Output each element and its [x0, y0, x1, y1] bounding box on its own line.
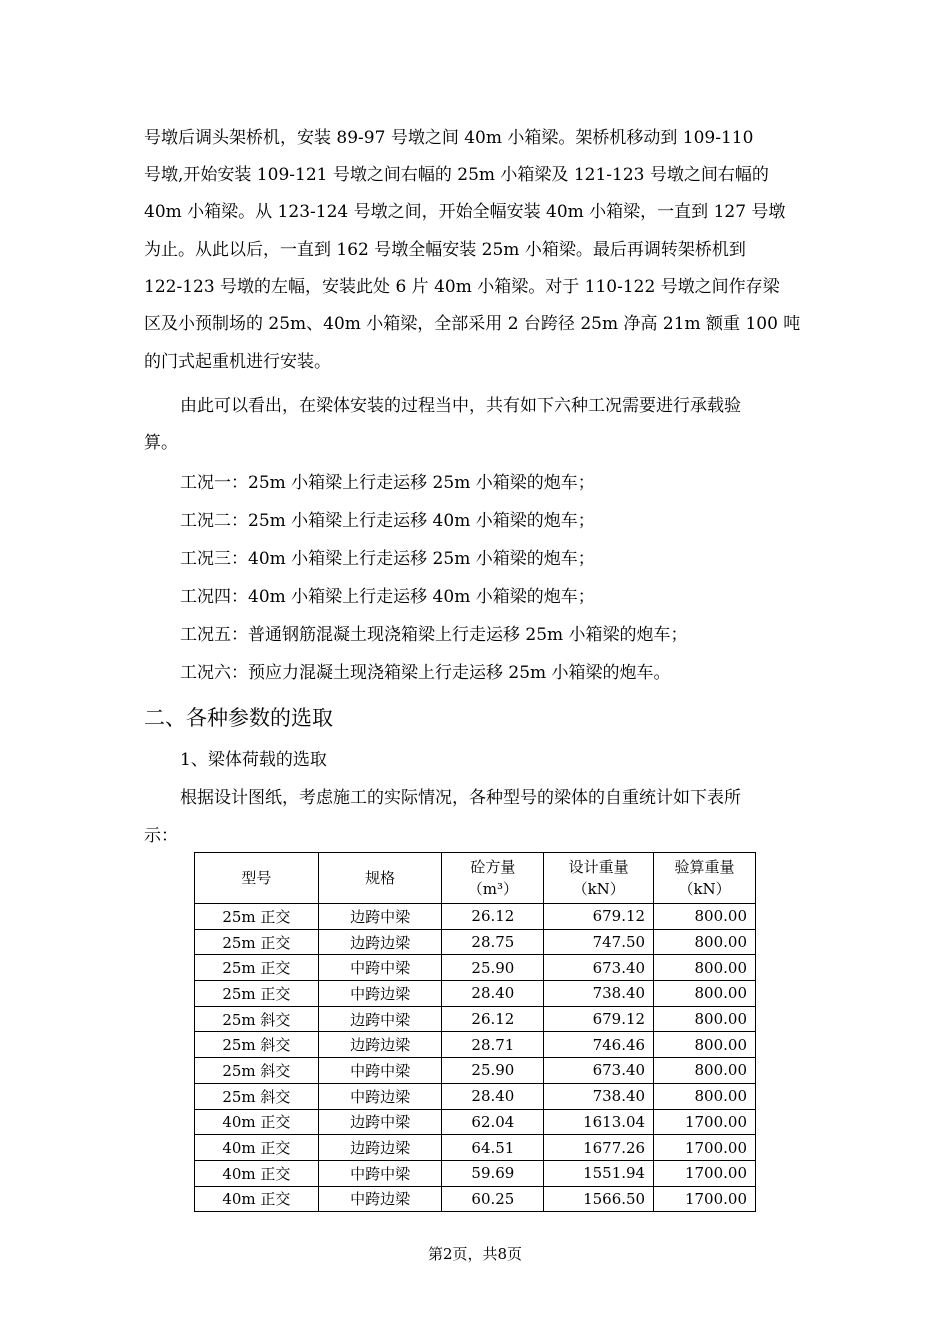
cell-volume: 28.75 [442, 929, 544, 955]
cell-spec: 中跨中梁 [318, 1058, 442, 1084]
table-row [195, 1186, 756, 1212]
cell-volume: 26.12 [442, 1006, 544, 1032]
cell-spec: 边跨边梁 [318, 929, 442, 955]
table-row [195, 981, 756, 1007]
cell-design-weight: 679.12 [544, 1006, 654, 1032]
cell-design-weight: 1551.94 [544, 1160, 654, 1186]
subsection-heading: 1、梁体荷载的选取 [180, 750, 327, 770]
table-row [195, 904, 756, 930]
cell-spec: 中跨边梁 [318, 981, 442, 1007]
cell-check-weight: 800.00 [654, 955, 756, 981]
table-row [195, 1058, 756, 1084]
cell-model: 40m 正交 [195, 1186, 319, 1212]
load-case-item: 工况三：40m 小箱梁上行走运移 25m 小箱梁的炮车； [180, 549, 595, 569]
table-header-row [195, 853, 756, 904]
page-number-footer: 第2页，共8页 [427, 1245, 523, 1263]
cell-spec: 边跨边梁 [318, 1135, 442, 1161]
header-design-weight: 设计重量 （kN） [544, 853, 654, 904]
table-row [195, 929, 756, 955]
cell-design-weight: 679.12 [544, 904, 654, 930]
cell-spec: 中跨边梁 [318, 1186, 442, 1212]
cell-volume: 28.71 [442, 1032, 544, 1058]
cell-check-weight: 1700.00 [654, 1135, 756, 1161]
header-spec: 规格 [318, 853, 442, 904]
cell-volume: 26.12 [442, 904, 544, 930]
cell-volume: 64.51 [442, 1135, 544, 1161]
text-line: 40m 小箱梁。从 123-124 号墩之间，开始全幅安装 40m 小箱梁，一直到 127 号墩 [144, 202, 786, 222]
table-row [195, 1160, 756, 1186]
beam-weight-table [194, 852, 756, 1212]
cell-volume: 25.90 [442, 955, 544, 981]
table-row [195, 1032, 756, 1058]
load-case-item: 工况五：普通钢筋混凝土现浇箱梁上行走运移 25m 小箱梁的炮车； [180, 625, 688, 645]
cell-volume: 59.69 [442, 1160, 544, 1186]
header-check-weight: 验算重量 （kN） [654, 853, 756, 904]
text-line: 为止。从此以后，一直到 162 号墩全幅安装 25m 小箱梁。最后再调转架桥机到 [144, 240, 746, 260]
cell-model: 25m 正交 [195, 904, 319, 930]
cell-model: 25m 斜交 [195, 1058, 319, 1084]
header-model: 型号 [195, 853, 319, 904]
table-row [195, 1109, 756, 1135]
cell-model: 25m 斜交 [195, 1006, 319, 1032]
text-line: 号墩,开始安装 109-121 号墩之间右幅的 25m 小箱梁及 121-123 号墩之间右幅的 [144, 165, 769, 185]
cell-design-weight: 1566.50 [544, 1186, 654, 1212]
header-volume: 砼方量 （m³） [442, 853, 544, 904]
table-row [195, 1083, 756, 1109]
cell-design-weight: 738.40 [544, 981, 654, 1007]
cell-check-weight: 800.00 [654, 1083, 756, 1109]
cell-volume: 28.40 [442, 1083, 544, 1109]
cell-spec: 边跨边梁 [318, 1032, 442, 1058]
table-row [195, 955, 756, 981]
cell-design-weight: 747.50 [544, 929, 654, 955]
cell-model: 40m 正交 [195, 1160, 319, 1186]
cell-model: 25m 斜交 [195, 1032, 319, 1058]
cell-design-weight: 673.40 [544, 955, 654, 981]
cell-design-weight: 1613.04 [544, 1109, 654, 1135]
cell-model: 25m 正交 [195, 929, 319, 955]
cell-check-weight: 1700.00 [654, 1186, 756, 1212]
cell-design-weight: 738.40 [544, 1083, 654, 1109]
cell-model: 40m 正交 [195, 1109, 319, 1135]
load-case-item: 工况二：25m 小箱梁上行走运移 40m 小箱梁的炮车； [180, 511, 595, 531]
cell-check-weight: 800.00 [654, 981, 756, 1007]
cell-spec: 边跨中梁 [318, 1109, 442, 1135]
cell-volume: 62.04 [442, 1109, 544, 1135]
cell-model: 25m 正交 [195, 981, 319, 1007]
table-row [195, 1135, 756, 1161]
cell-check-weight: 800.00 [654, 1032, 756, 1058]
cell-design-weight: 673.40 [544, 1058, 654, 1084]
text-line: 由此可以看出，在梁体安装的过程当中，共有如下六种工况需要进行承载验 [180, 396, 741, 416]
text-line: 根据设计图纸，考虑施工的实际情况，各种型号的梁体的自重统计如下表所 [180, 788, 741, 808]
text-line: 122-123 号墩的左幅，安装此处 6 片 40m 小箱梁。对于 110-122 号墩之间作存梁 [144, 277, 780, 297]
cell-spec: 中跨边梁 [318, 1083, 442, 1109]
cell-design-weight: 746.46 [544, 1032, 654, 1058]
cell-check-weight: 800.00 [654, 904, 756, 930]
cell-spec: 边跨中梁 [318, 904, 442, 930]
cell-check-weight: 800.00 [654, 1006, 756, 1032]
text-line: 区及小预制场的 25m、40m 小箱梁，全部采用 2 台跨径 25m 净高 21m 额重 100 吨 [144, 314, 801, 334]
cell-model: 40m 正交 [195, 1135, 319, 1161]
cell-volume: 28.40 [442, 981, 544, 1007]
cell-spec: 中跨中梁 [318, 955, 442, 981]
text-line: 号墩后调头架桥机，安装 89-97 号墩之间 40m 小箱梁。架桥机移动到 109-110 [144, 128, 754, 148]
cell-check-weight: 800.00 [654, 1058, 756, 1084]
cell-design-weight: 1677.26 [544, 1135, 654, 1161]
cell-check-weight: 1700.00 [654, 1109, 756, 1135]
text-line: 的门式起重机进行安装。 [144, 352, 331, 372]
cell-spec: 中跨中梁 [318, 1160, 442, 1186]
text-line: 示： [144, 826, 178, 846]
cell-check-weight: 1700.00 [654, 1160, 756, 1186]
cell-model: 25m 正交 [195, 955, 319, 981]
load-case-item: 工况一：25m 小箱梁上行走运移 25m 小箱梁的炮车； [180, 473, 595, 493]
text-line: 算。 [144, 433, 178, 453]
section-heading: 二、各种参数的选取 [144, 706, 333, 730]
cell-volume: 60.25 [442, 1186, 544, 1212]
table-row [195, 1006, 756, 1032]
load-case-item: 工况六：预应力混凝土现浇箱梁上行走运移 25m 小箱梁的炮车。 [180, 663, 671, 683]
cell-model: 25m 斜交 [195, 1083, 319, 1109]
cell-check-weight: 800.00 [654, 929, 756, 955]
cell-spec: 边跨中梁 [318, 1006, 442, 1032]
load-case-item: 工况四：40m 小箱梁上行走运移 40m 小箱梁的炮车； [180, 587, 595, 607]
cell-volume: 25.90 [442, 1058, 544, 1084]
